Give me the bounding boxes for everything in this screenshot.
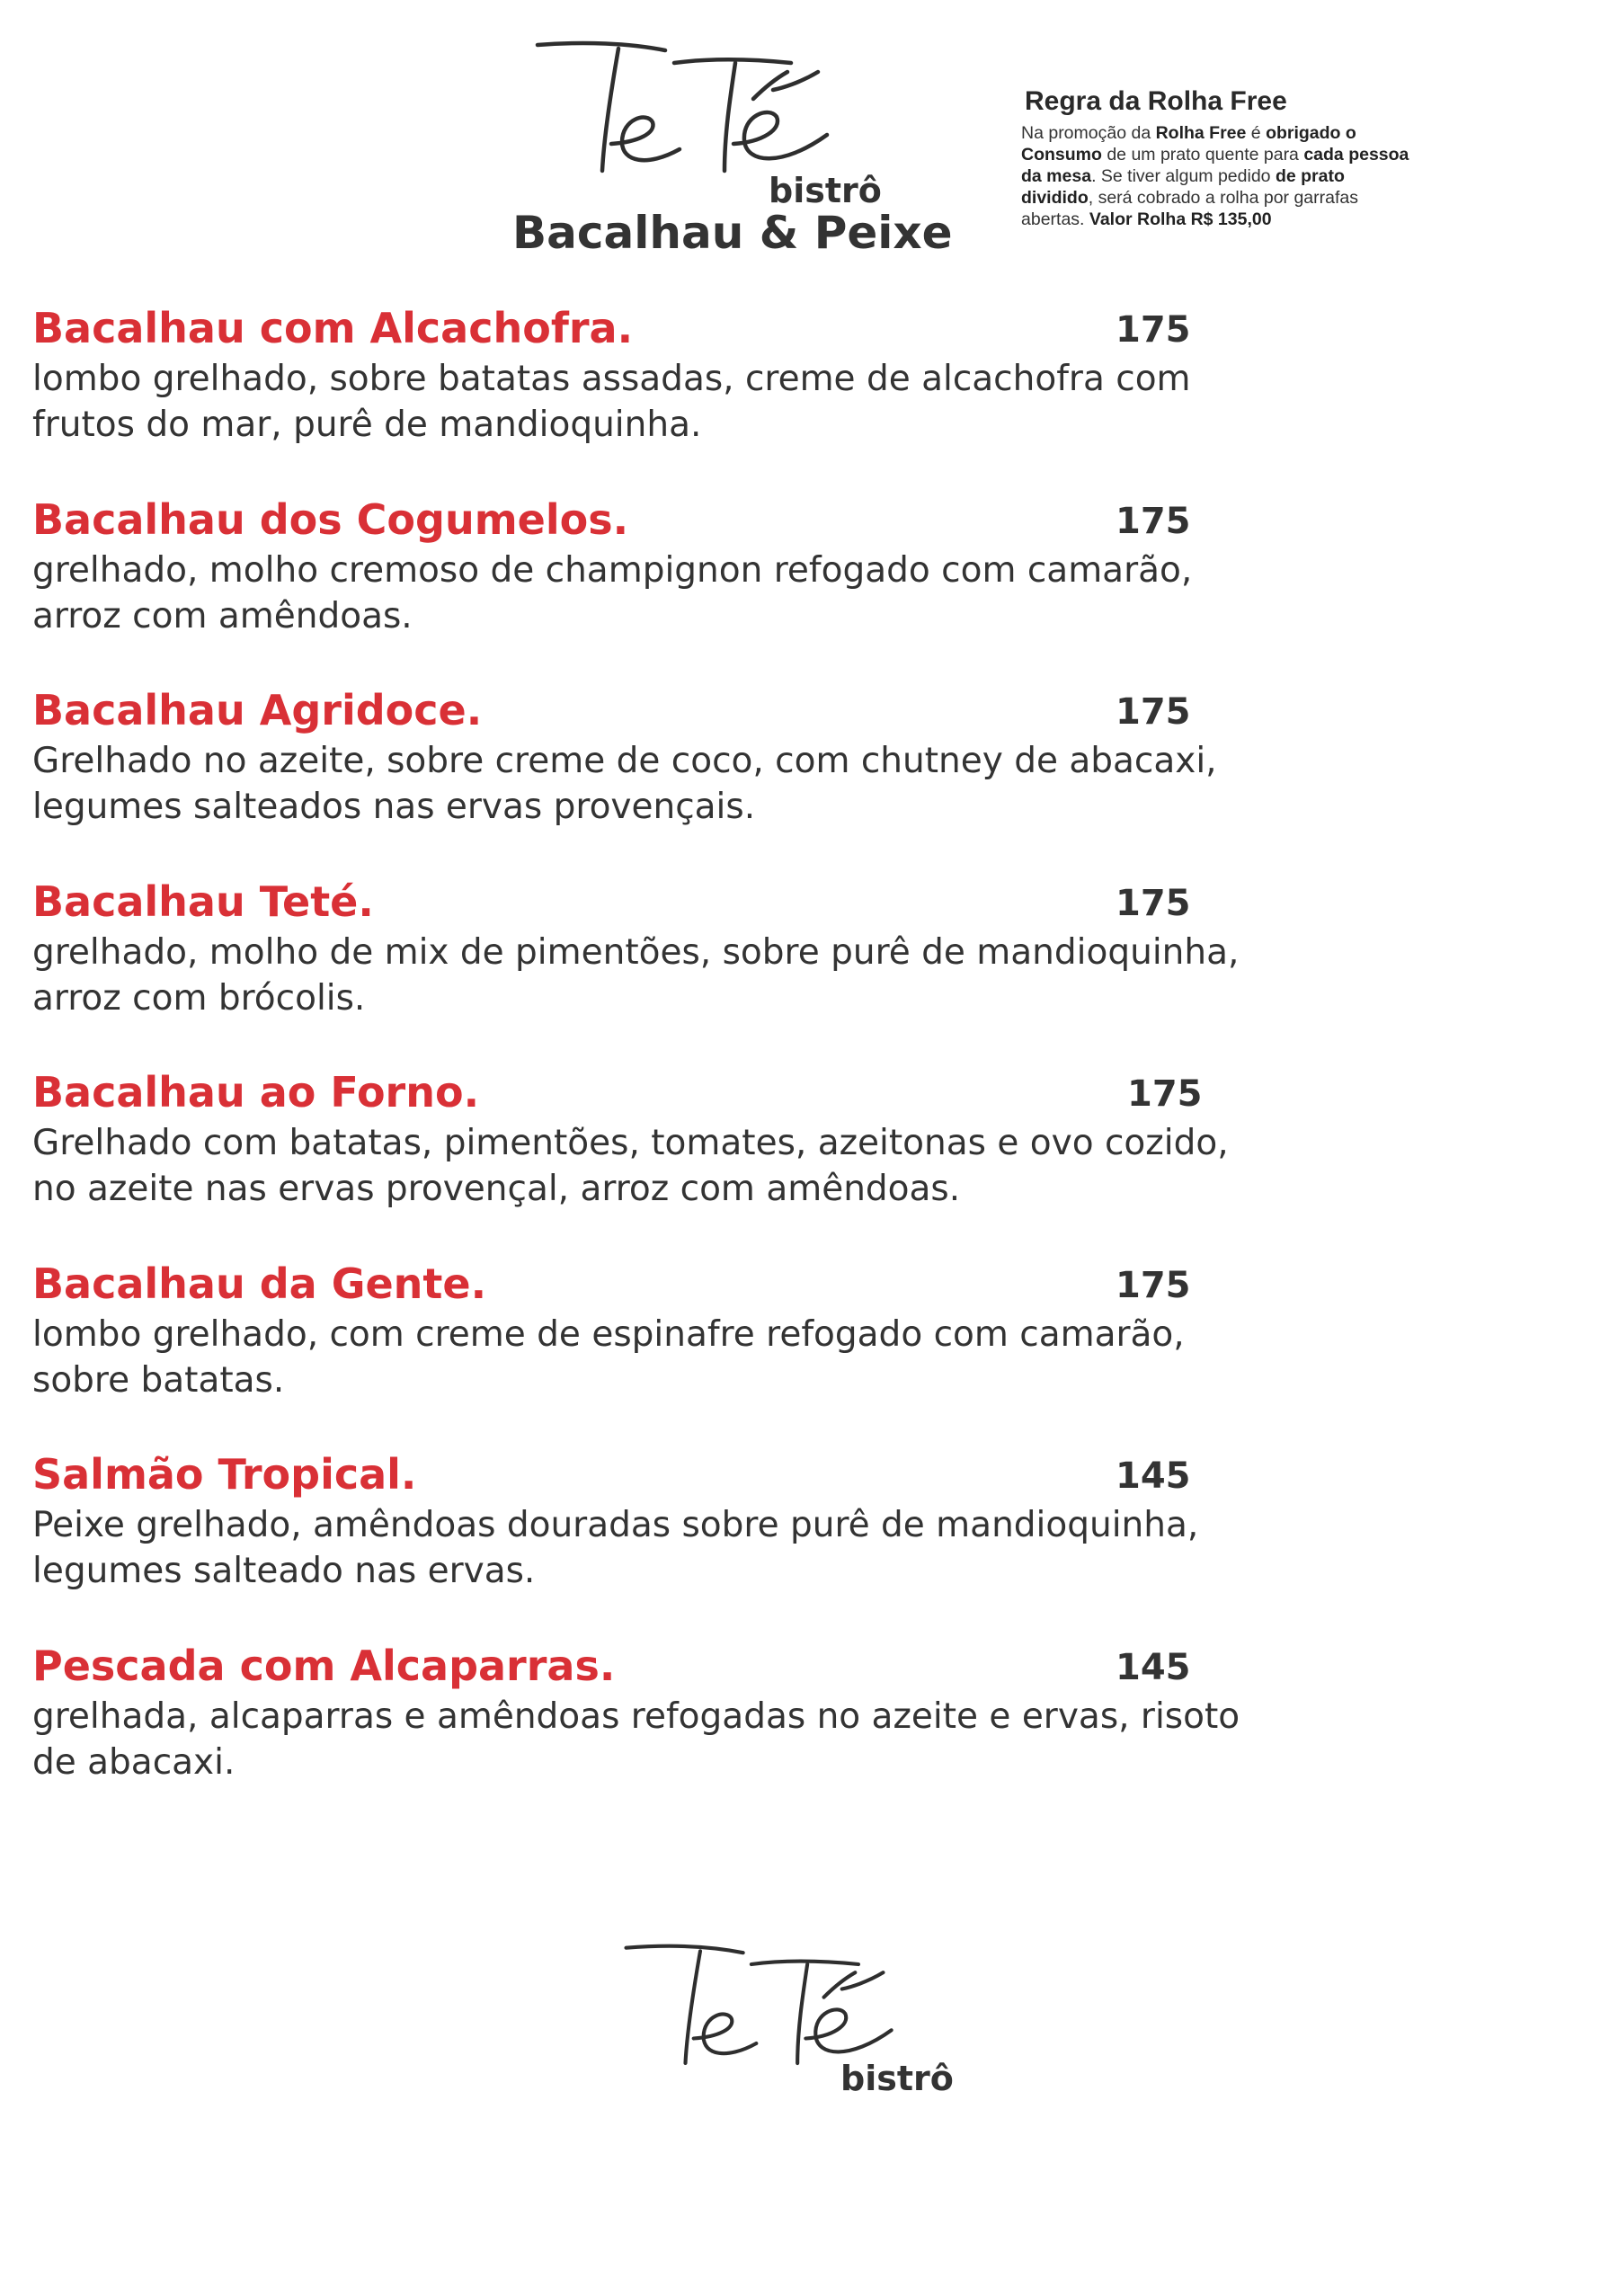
menu-item	[32, 1061, 1291, 1252]
dish-description: Peixe grelhado, amêndoas douradas sobre purê de mandioquinha, legumes salteado nas ervas.	[32, 1505, 1199, 1591]
rules-title: Regra da Rolha Free	[1025, 86, 1287, 116]
menu-item	[32, 297, 1291, 488]
menu-item	[32, 488, 1291, 680]
dish-description: grelhado, molho de mix de pimentões, sobre purê de mandioquinha, arroz com brócolis.	[32, 931, 1240, 1019]
dish-name: Bacalhau ao Forno.	[32, 1068, 480, 1117]
menu-item	[32, 1252, 1291, 1444]
menu-item	[32, 679, 1291, 870]
dish-price: 145	[1116, 1646, 1191, 1688]
rules-emphasis: Valor Rolha R$ 135,00	[1089, 209, 1272, 229]
bistro-label: bistrô	[769, 171, 882, 210]
page-title: Bacalhau & Peixe	[512, 207, 953, 259]
dish-description: Grelhado no azeite, sobre creme de coco, com chutney de abacaxi, legumes salteados nas ervas provençais.	[32, 741, 1217, 827]
dish-price: 175	[1116, 882, 1191, 924]
menu-item	[32, 1634, 1291, 1826]
rules-fragment: , será cobrado a rolha por garrafas abertas.	[1021, 188, 1359, 229]
dish-name: Pescada com Alcaparras.	[32, 1641, 616, 1690]
dish-price: 145	[1116, 1455, 1191, 1497]
dish-name: Bacalhau Teté.	[32, 877, 374, 926]
dish-name: Salmão Tropical.	[32, 1450, 417, 1499]
rules-emphasis: de prato dividido	[1021, 166, 1345, 208]
dish-name: Bacalhau dos Cogumelos.	[32, 494, 629, 544]
rules-emphasis: Rolha Free	[1155, 123, 1247, 143]
dish-description: Grelhado com batatas, pimentões, tomates, azeitonas e ovo cozido, no azeite nas ervas provençal, arroz com amêndoas.	[32, 1123, 1229, 1209]
rules-fragment: de um prato quente para	[1101, 145, 1304, 165]
dish-description: lombo grelhado, com creme de espinafre refogado com camarão, sobre batatas.	[32, 1313, 1185, 1401]
dish-price: 175	[1116, 691, 1191, 733]
menu-item	[32, 870, 1291, 1062]
rules-fragment: Na promoção da	[1021, 123, 1156, 143]
dish-description: grelhado, molho cremoso de champignon refogado com camarão, arroz com amêndoas.	[32, 549, 1193, 636]
logo-bottom	[611, 1937, 1007, 2108]
rules-emphasis: cada pessoa da mesa	[1021, 145, 1409, 186]
dish-price: 175	[1116, 1264, 1191, 1306]
rules-fragment: . Se tiver algum pedido	[1091, 166, 1276, 186]
dish-price: 175	[1127, 1073, 1203, 1115]
tete-script-logo	[521, 36, 953, 198]
dish-name: Bacalhau Agridoce.	[32, 686, 483, 734]
dish-name: Bacalhau da Gente.	[32, 1259, 487, 1308]
rolha-rules	[1021, 86, 1417, 230]
logo-top	[521, 36, 953, 225]
bistro-label: bistrô	[840, 2059, 954, 2098]
menu-item	[32, 1443, 1291, 1634]
dish-price: 175	[1116, 500, 1191, 542]
rules-emphasis: obrigado o Consumo	[1021, 123, 1356, 165]
dish-description: lombo grelhado, sobre batatas assadas, creme de alcachofra com frutos do mar, purê de mandioquinha.	[32, 359, 1191, 445]
dish-description: grelhada, alcaparras e amêndoas refogadas no azeite e ervas, risoto de abacaxi.	[32, 1695, 1240, 1783]
dish-name: Bacalhau com Alcachofra.	[32, 304, 634, 352]
menu-list	[32, 297, 1291, 1825]
dish-price: 175	[1116, 309, 1191, 351]
rules-text	[1021, 122, 1417, 230]
rules-fragment: é	[1246, 123, 1267, 143]
